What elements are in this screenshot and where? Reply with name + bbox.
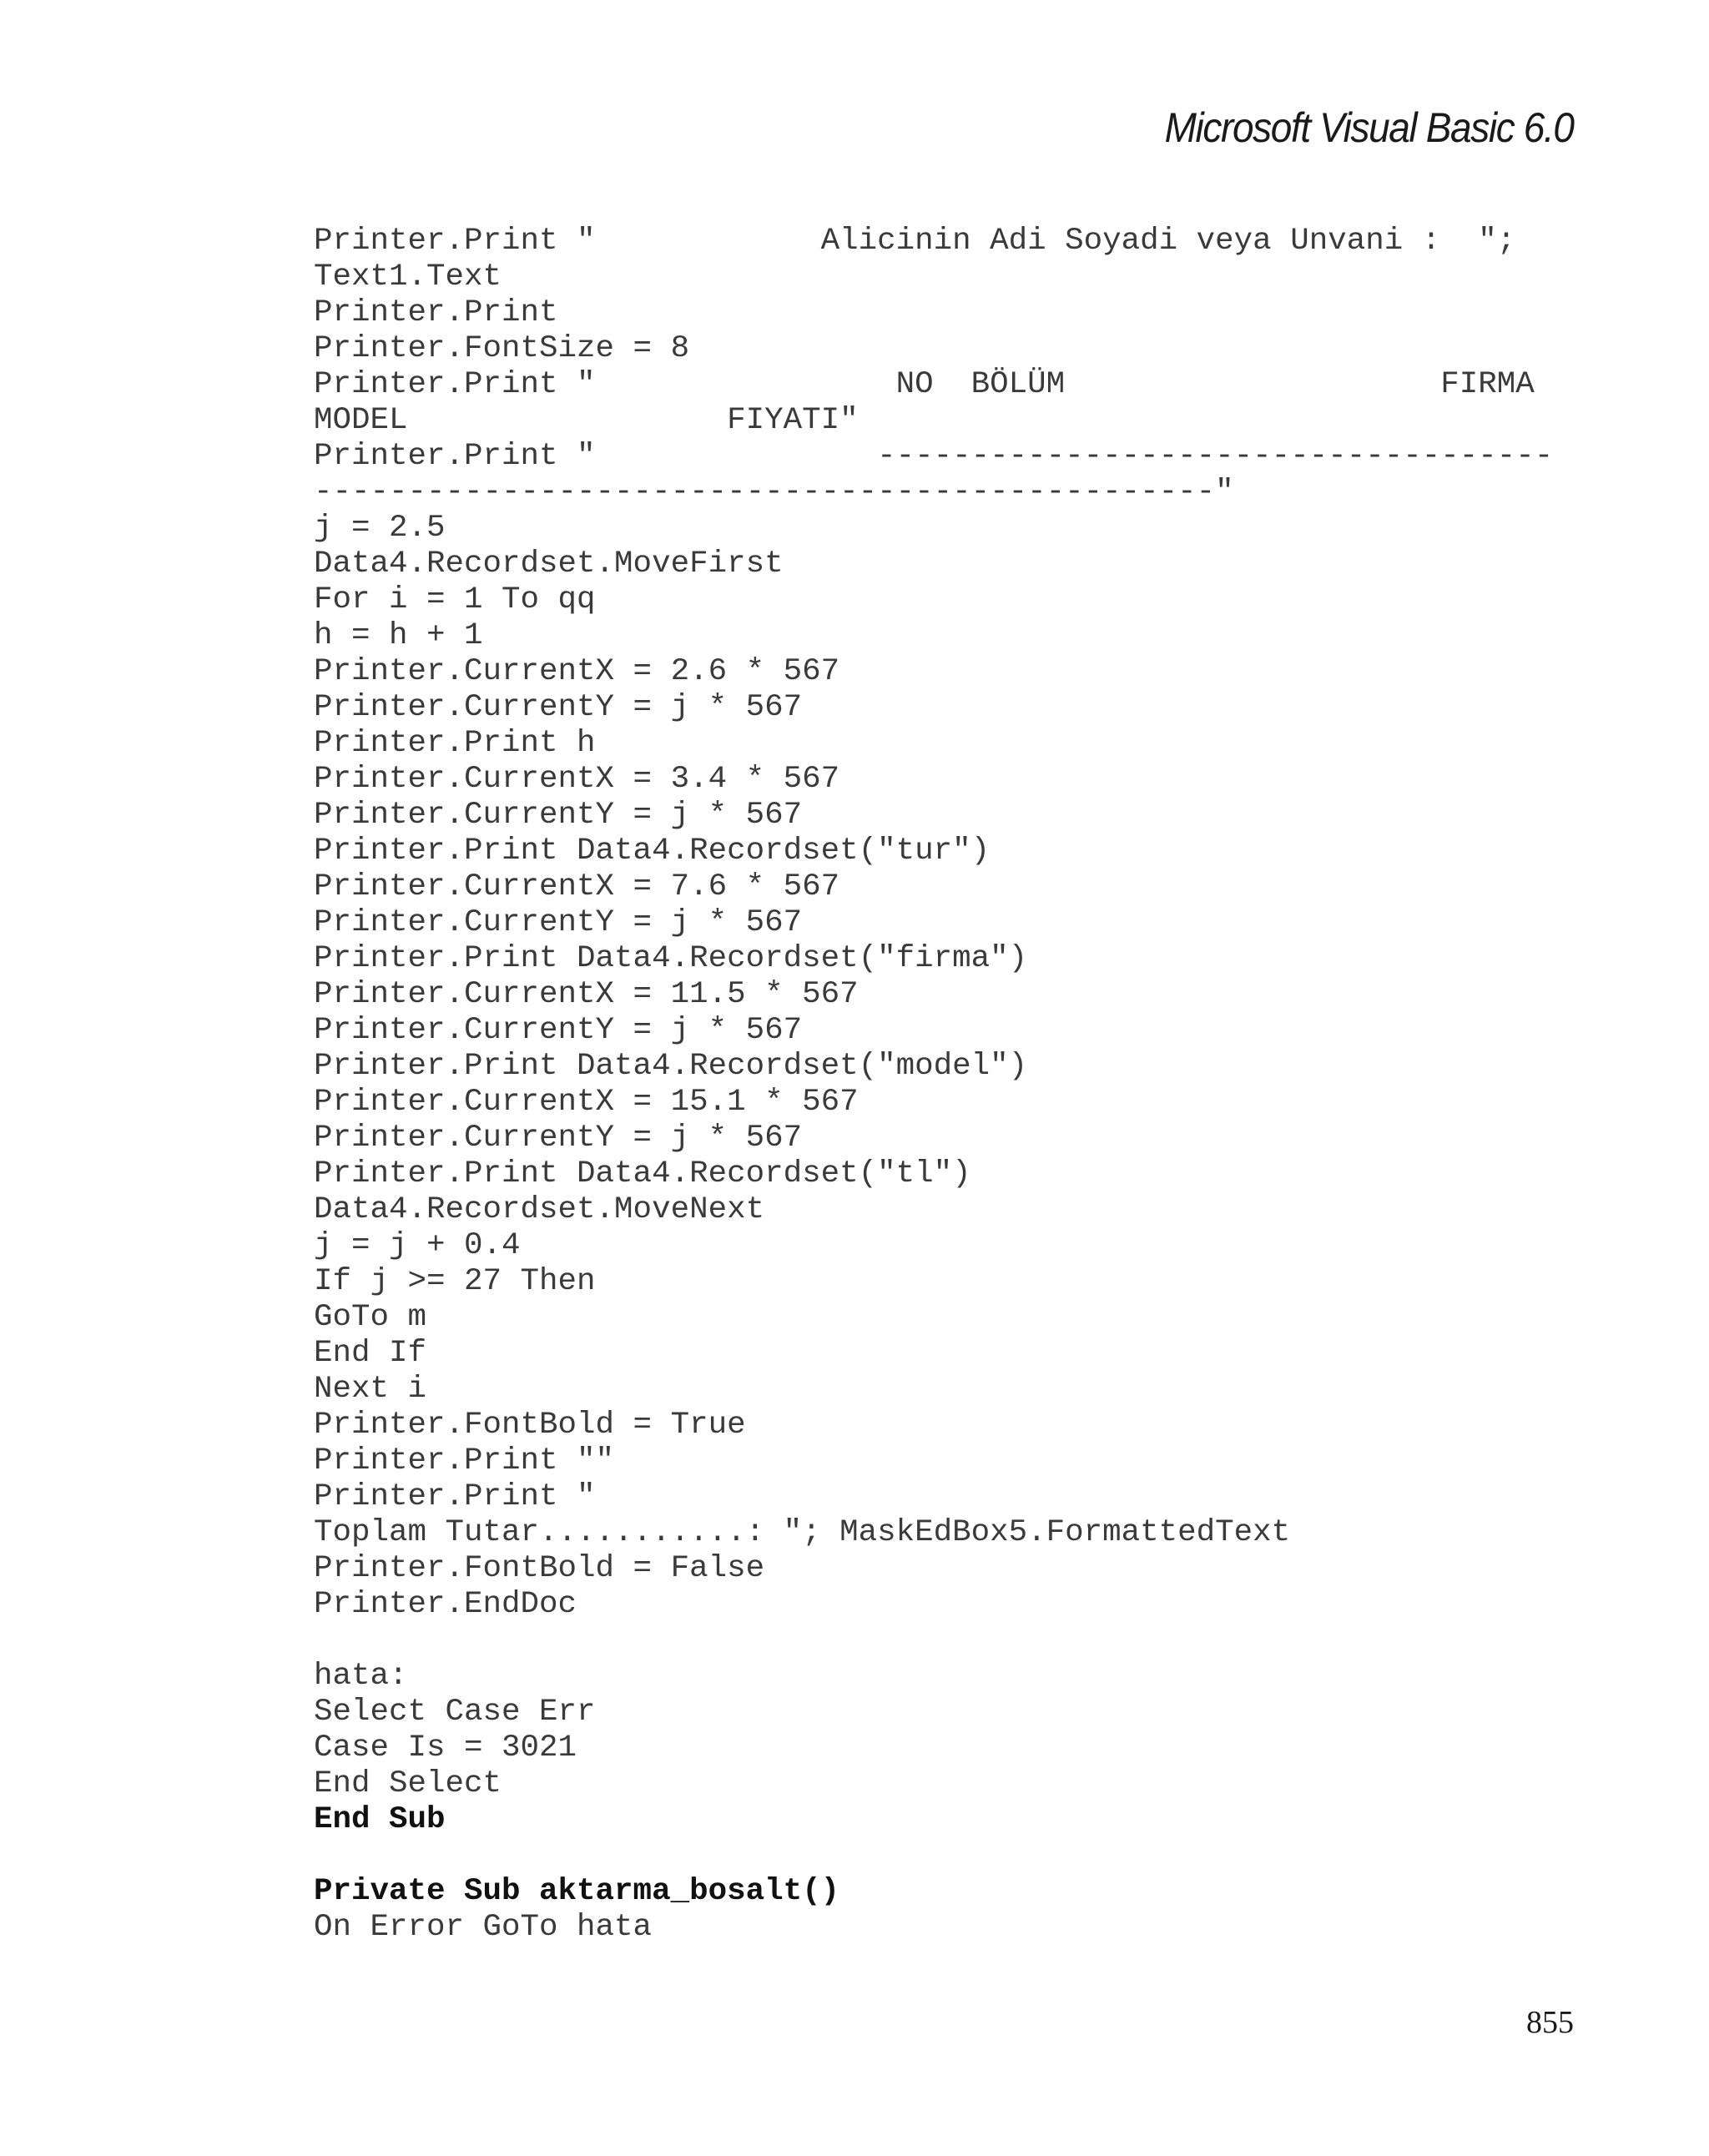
code-line: Printer.Print " Alicinin Adi Soyadi veya Unvani : ";: [314, 224, 1516, 259]
code-line: Printer.FontSize = 8: [314, 331, 690, 366]
running-header-title: Microsoft Visual Basic 6.0: [1165, 104, 1574, 151]
code-line: Printer.EndDoc: [314, 1587, 577, 1622]
code-line: Printer.Print " ------------------------------------: [314, 439, 1554, 474]
code-line: On Error GoTo hata: [314, 1910, 653, 1945]
code-line: Printer.Print: [314, 295, 558, 330]
code-line: MODEL FIYATI": [314, 403, 859, 438]
code-line: Printer.FontBold = False: [314, 1551, 765, 1586]
code-line: Printer.CurrentX = 2.6 * 567: [314, 654, 840, 689]
code-line: Printer.Print Data4.Recordset("tl"): [314, 1156, 971, 1191]
code-line: ------------------------------------------------": [314, 475, 1234, 510]
code-line: GoTo m: [314, 1300, 427, 1335]
code-line: Text1.Text: [314, 259, 502, 295]
code-line: End Sub: [314, 1802, 446, 1837]
code-line: Printer.CurrentY = j * 567: [314, 905, 803, 940]
code-line: Next i: [314, 1372, 427, 1407]
code-line: h = h + 1: [314, 618, 483, 653]
code-line: Printer.Print Data4.Recordset("model"): [314, 1049, 1028, 1084]
code-line: [314, 1623, 1582, 1659]
code-line: Printer.Print "": [314, 1443, 615, 1478]
code-line: Printer.CurrentY = j * 567: [314, 690, 803, 725]
code-line: Printer.Print ": [314, 1479, 596, 1514]
code-line: Private Sub aktarma_bosalt(): [314, 1874, 840, 1909]
code-line: Printer.Print " NO BÖLÜM FIRMA: [314, 367, 1535, 402]
code-line: hata:: [314, 1659, 408, 1694]
code-line: End Select: [314, 1766, 502, 1801]
code-line: [314, 1838, 1582, 1874]
code-line: j = j + 0.4: [314, 1228, 521, 1263]
code-line: Printer.CurrentX = 15.1 * 567: [314, 1085, 859, 1120]
code-line: Printer.CurrentX = 3.4 * 567: [314, 762, 840, 797]
code-line: Printer.Print Data4.Recordset("firma"): [314, 941, 1028, 976]
page-number: 855: [1526, 2005, 1574, 2040]
code-line: Printer.Print Data4.Recordset("tur"): [314, 834, 991, 869]
code-line: Printer.CurrentY = j * 567: [314, 798, 803, 833]
code-line: Data4.Recordset.MoveNext: [314, 1192, 765, 1227]
code-line: For i = 1 To qq: [314, 582, 596, 617]
code-line: Data4.Recordset.MoveFirst: [314, 547, 784, 582]
code-line: Printer.CurrentX = 11.5 * 567: [314, 977, 859, 1012]
code-line: Case Is = 3021: [314, 1730, 577, 1766]
code-listing: [314, 224, 1582, 1946]
code-line: Printer.Print h: [314, 726, 596, 761]
code-line: Toplam Tutar...........: "; MaskEdBox5.FormattedText: [314, 1515, 1291, 1550]
code-line: If j >= 27 Then: [314, 1264, 596, 1299]
code-line: Printer.FontBold = True: [314, 1408, 746, 1443]
code-line: j = 2.5: [314, 511, 446, 546]
code-line: Printer.CurrentY = j * 567: [314, 1121, 803, 1156]
code-line: Printer.CurrentY = j * 567: [314, 1013, 803, 1048]
code-line: Select Case Err: [314, 1695, 596, 1730]
code-line: Printer.CurrentX = 7.6 * 567: [314, 869, 840, 904]
code-line: End If: [314, 1336, 427, 1371]
